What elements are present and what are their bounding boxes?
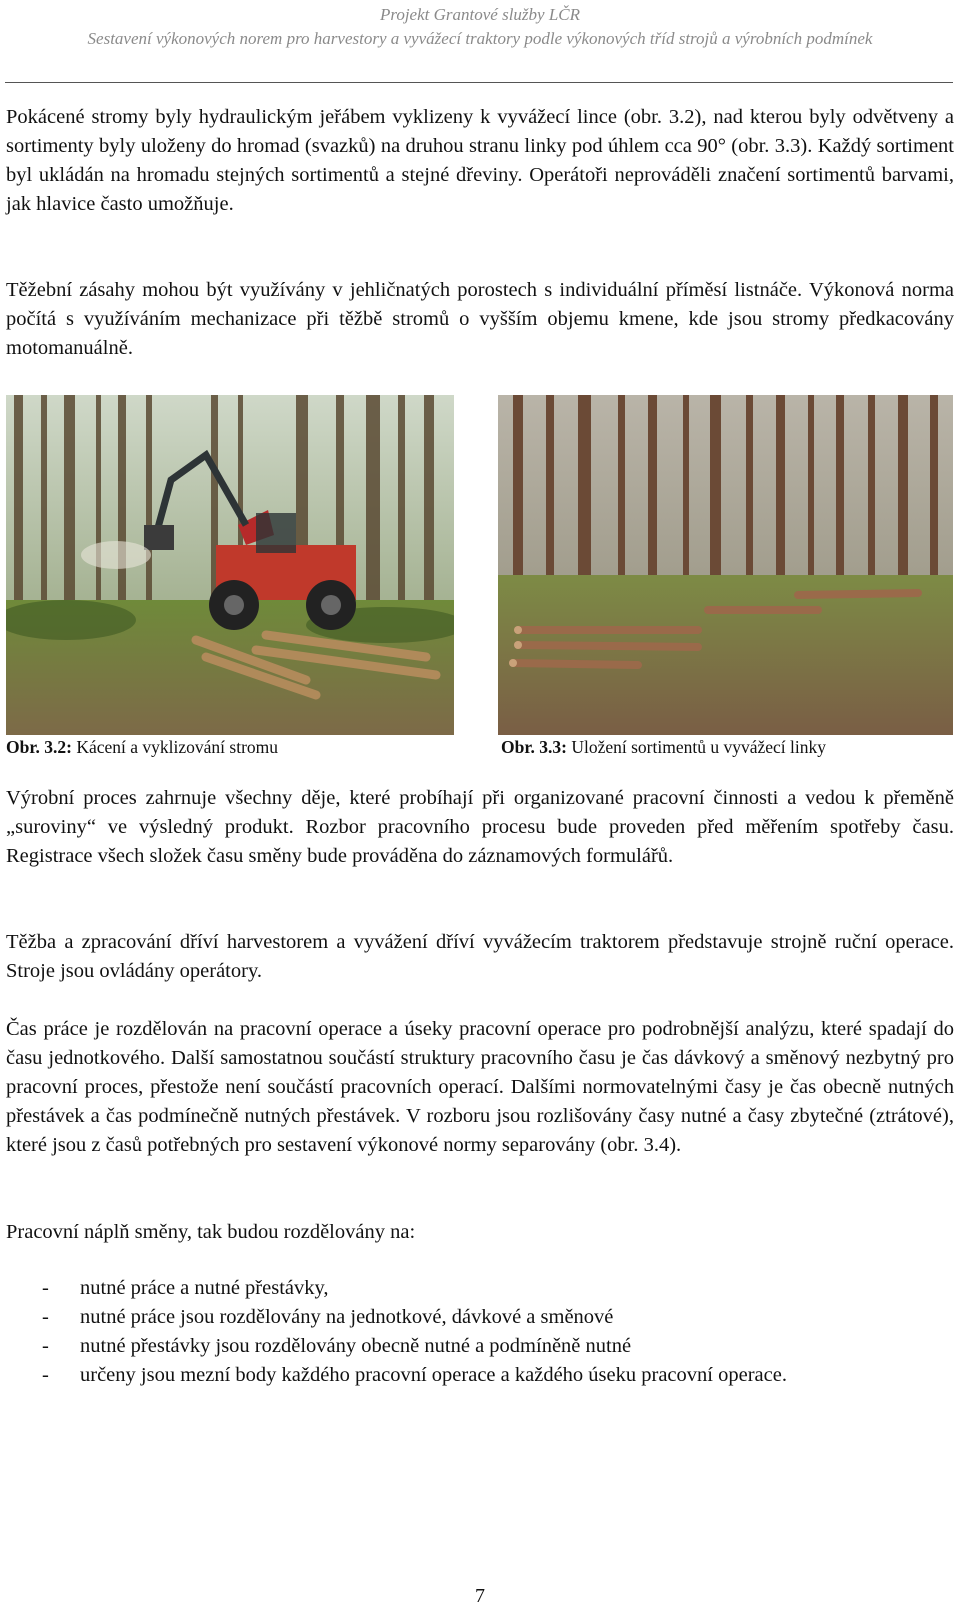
figure-caption-text: Kácení a vyklizování stromu <box>76 737 279 757</box>
list-item-text: nutné přestávky jsou rozdělovány obecně nutné a podmíněně nutné <box>80 1335 632 1357</box>
list-bullet: - <box>42 1335 49 1357</box>
list-item <box>6 1361 954 1390</box>
list-item <box>6 1332 954 1361</box>
paragraph-4: Těžba a zpracování dříví harvestorem a vyvážení dříví vyvážecím traktorem představuje strojně ruční operace. Stroje jsou ovládány operátory. <box>6 931 954 982</box>
figure-caption-text: Uložení sortimentů u vyvážecí linky <box>571 737 826 757</box>
figure-label: Obr. 3.2: <box>6 737 72 757</box>
shift-content-list <box>6 1274 954 1390</box>
list-bullet: - <box>42 1364 49 1386</box>
list-item-text: určeny jsou mezní body každého pracovní operace a každého úseku pracovní operace. <box>80 1364 787 1386</box>
paragraph-6: Pracovní náplň směny, tak budou rozdělovány na: <box>6 1221 416 1243</box>
header-title: Sestavení výkonových norem pro harvestory a vyvážecí traktory podle výkonových tříd strojů a výrobních podmínek <box>87 29 873 48</box>
list-bullet: - <box>42 1277 49 1299</box>
paragraph-3: Výrobní proces zahrnuje všechny děje, které probíhají při organizované pracovní činnosti a vedou k přeměně „suroviny“ ve výsledný produkt. Rozbor pracovního procesu bude proveden před měřením spotřeby času. Registrace všech složek času směny bude prováděna do záznamových formulářů. <box>6 787 954 867</box>
list-item <box>6 1274 954 1303</box>
list-item-text: nutné práce a nutné přestávky, <box>80 1277 329 1299</box>
photo-sorted-logs <box>498 395 953 735</box>
list-item-text: nutné práce jsou rozdělovány na jednotkové, dávkové a směnové <box>80 1306 614 1328</box>
photo-harvester-felling <box>6 395 454 735</box>
page-header <box>0 0 960 51</box>
paragraph-2: Těžební zásahy mohou být využívány v jehličnatých porostech s individuální příměsí listnáče. Výkonová norma počítá s využíváním mechanizace při těžbě stromů o vyšším objemu kmene, kde jsou stromy předkacovány motomanuálně. <box>6 279 954 359</box>
list-bullet: - <box>42 1306 49 1328</box>
paragraph-5: Čas práce je rozdělován na pracovní operace a úseky pracovní operace pro podrobnější analýzu, které spadají do času jednotkového. Další samostatnou součástí struktury pracovního času je čas dávkový a směnový nezbytný pro pracovní proces, přestože není součástí pracovních operací. Dalšími normovatelnými časy je čas obecně nutných přestávek a čas podmínečně nutných přestávek. V rozboru jsou rozlišovány časy nutné a časy zbytečné (ztrátové), které jsou z časů potřebných pro sestavení výkonové normy separovány (obr. 3.4). <box>6 1018 954 1156</box>
header-divider <box>5 82 953 83</box>
figure-caption-3-2 <box>6 736 278 758</box>
list-item <box>6 1303 954 1332</box>
paragraph-1: Pokácené stromy byly hydraulickým jeřábem vyklizeny k vyvážecí lince (obr. 3.2), nad kterou byly odvětveny a sortimenty byly uloženy do hromad (svazků) na druhou stranu linky pod úhlem cca 90° (obr. 3.3). Každý sortiment byl ukládán na hromadu stejných sortimentů a stejné dřeviny. Operátoři neprováděli značení sortimentů barvami, jak hlavice často umožňuje. <box>6 106 954 215</box>
header-project: Projekt Grantové služby LČR <box>379 5 581 24</box>
figure-caption-3-3 <box>501 736 826 758</box>
page-number: 7 <box>475 1585 485 1607</box>
figure-label: Obr. 3.3: <box>501 737 567 757</box>
